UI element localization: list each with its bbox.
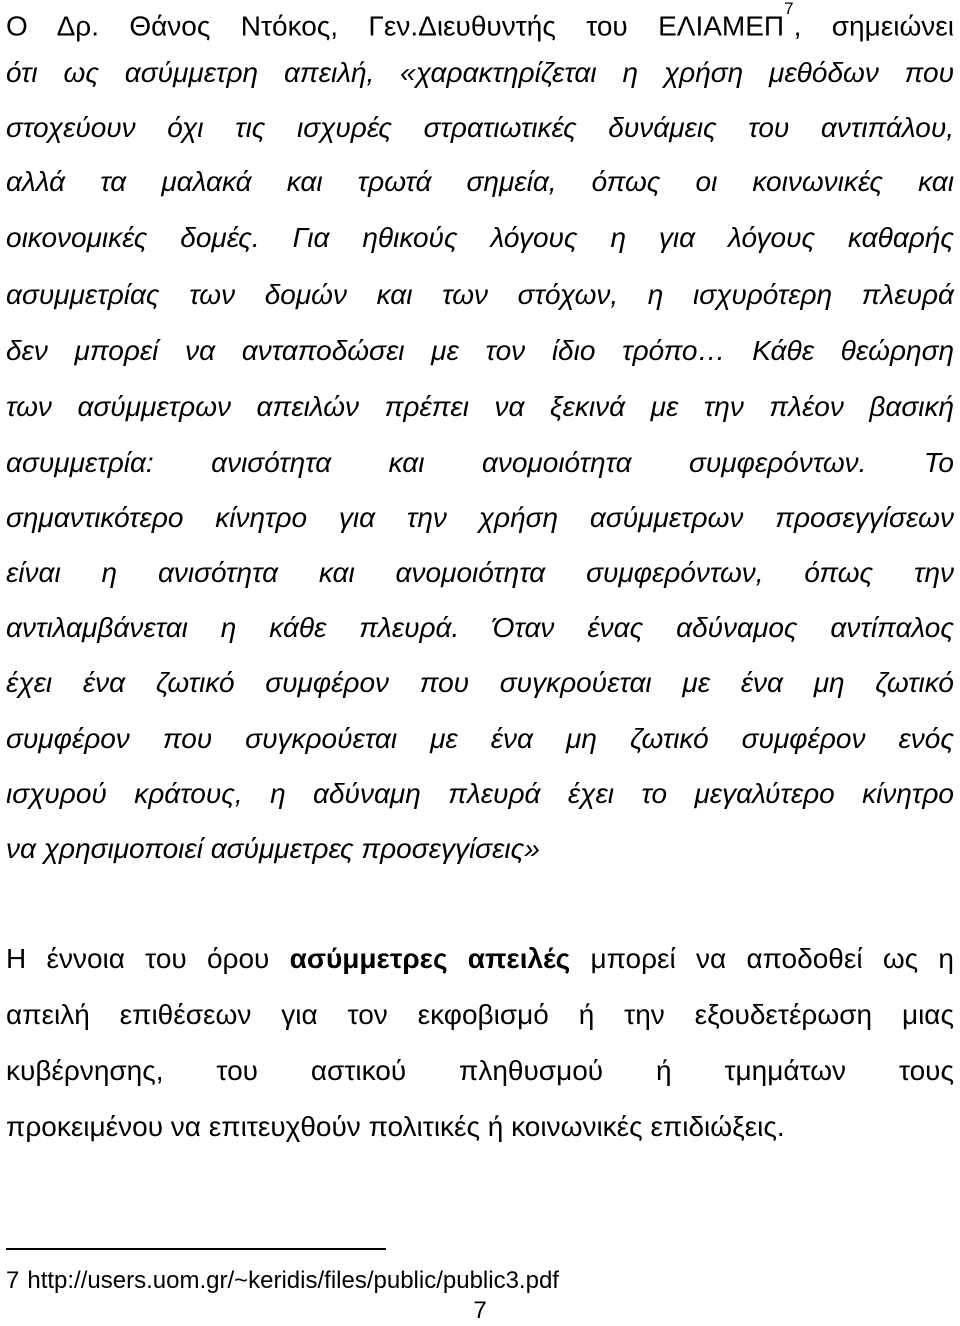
quote-line-12: αντιλαμβάνεται η κάθε πλευρά. Όταν ένας αδύναμος αντίπαλος: [6, 612, 954, 643]
quote-line-1-end: , σημειώνει: [793, 10, 955, 42]
footnote-url[interactable]: http://users.uom.gr/~keridis/files/public/public3.pdf: [27, 1267, 559, 1294]
quote-line-11: είναι η ανισότητα και ανομοιότητα συμφερόντων, όπως την: [6, 557, 954, 588]
author-intro: Ο Δρ. Θάνος Ντόκος, Γεν.Διευθυντής του ΕΛΙΑΜΕΠ: [6, 10, 785, 42]
definition-lead: Η έννοια του όρου: [6, 943, 290, 974]
quote-line-1: [6, 0, 955, 42]
footnote-separator: [6, 1248, 386, 1250]
footnote-number: 7: [6, 1267, 20, 1294]
quote-line-16: να χρησιμοποιεί ασύμμετρες προσεγγίσεις»: [6, 833, 540, 864]
footnote-reference[interactable]: 7: [784, 0, 794, 18]
quote-line-5: οικονομικές δομές. Για ηθικούς λόγους η για λόγους καθαρής: [6, 222, 954, 253]
quote-line-10: σημαντικότερο κίνητρο για την χρήση ασύμμετρων προσεγγίσεων: [6, 502, 954, 533]
quote-line-13: έχει ένα ζωτικό συμφέρον που συγκρούεται με ένα μη ζωτικό: [6, 667, 954, 698]
quote-line-15: ισχυρού κράτους, η αδύναμη πλευρά έχει το μεγαλύτερο κίνητρο: [6, 778, 954, 809]
definition-line-1: [6, 941, 954, 977]
page-number: 7: [473, 1297, 487, 1324]
definition-line-2: απειλή επιθέσεων για τον εκφοβισμό ή την εξουδετέρωση μιας: [6, 999, 954, 1030]
footnote: [6, 1266, 559, 1296]
quote-line-3: στοχεύουν όχι τις ισχυρές στρατιωτικές δυνάμεις του αντιπάλου,: [6, 112, 954, 143]
definition-line-4: προκειμένου να επιτευχθούν πολιτικές ή κοινωνικές επιδιώξεις.: [6, 1111, 785, 1142]
quote-line-9: ασυμμετρία: ανισότητα και ανομοιότητα συμφερόντων. Το: [6, 447, 954, 478]
definition-term: ασύμμετρες απειλές: [289, 943, 571, 974]
definition-after-term: μπορεί να αποδοθεί ως η: [570, 943, 954, 974]
definition-line-3: κυβέρνησης, του αστικού πληθυσμού ή τμημάτων τους: [6, 1055, 954, 1086]
quote-line-8: των ασύμμετρων απειλών πρέπει να ξεκινά με την πλέον βασική: [6, 391, 954, 422]
quote-line-4: αλλά τα μαλακά και τρωτά σημεία, όπως οι κοινωνικές και: [6, 166, 954, 197]
quote-line-7: δεν μπορεί να ανταποδώσει με τον ίδιο τρόπο… Κάθε θεώρηση: [6, 335, 954, 366]
quote-line-2: ότι ως ασύμμετρη απειλή, «χαρακτηρίζεται η χρήση μεθόδων που: [6, 57, 954, 88]
quote-line-6: ασυμμετρίας των δομών και των στόχων, η ισχυρότερη πλευρά: [6, 279, 954, 310]
quote-line-14: συμφέρον που συγκρούεται με ένα μη ζωτικό συμφέρον ενός: [6, 723, 954, 754]
